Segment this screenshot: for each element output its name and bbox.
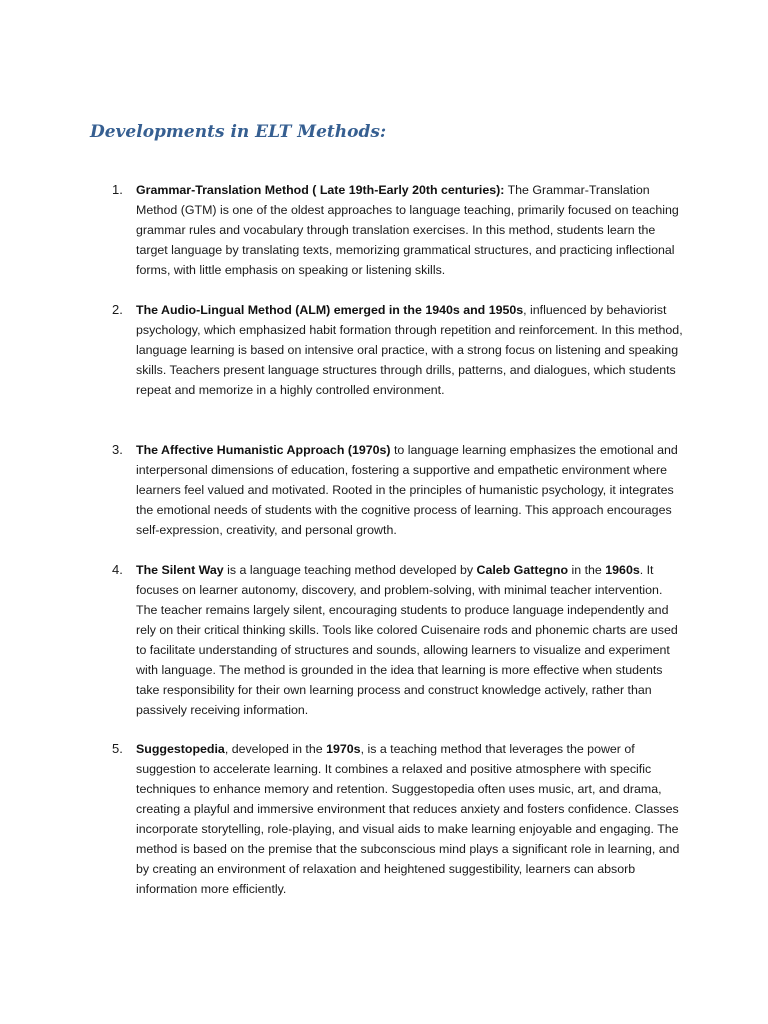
list-item-heading: Grammar-Translation Method ( Late 19th-Early 20th centuries): (136, 183, 505, 197)
list-item-heading: Suggestopedia (136, 742, 225, 756)
list-item-text: The Audio-Lingual Method (ALM) emerged in the 1940s and 1950s, influenced by behaviorist psychology, which emphasized habit formation through repetition and reinforcement. In this method, language learning is based on intensive oral practice, with a strong focus on listening and speaking skills. Teachers present language structures through drills, patterns, and dialogues, which students repeat and memorize in a highly controlled environment. (136, 303, 683, 397)
list-item-text: Suggestopedia, developed in the 1970s, is a teaching method that leverages the power of suggestion to accelerate learning. It combines a relaxed and positive atmosphere with specific techniques to enhance memory and retention. Suggestopedia often uses music, art, and drama, creating a playful and immersive environment that reduces anxiety and fosters confidence. Classes incorporate storytelling, role-playing, and visual aids to make learning enjoyable and engaging. The method is based on the premise that the subconscious mind plays a significant role in learning, and by creating an environment of relaxation and heightened suggestibility, learners can absorb information more efficiently. (136, 742, 680, 896)
list-item-heading: The Silent Way (136, 563, 224, 577)
list-item-number: 1. (112, 182, 123, 197)
list-item-number: 5. (112, 741, 123, 756)
list-item-text: The Silent Way is a language teaching method developed by Caleb Gattegno in the 1960s. It focuses on learner autonomy, discovery, and problem-solving, with minimal teacher intervention. The teacher remains largely silent, encouraging students to produce language independently and rely on their critical thinking skills. Tools like colored Cuisenaire rods and phonemic charts are used to facilitate understanding of structures and sounds, allowing learners to visualize and experiment with language. The method is grounded in the idea that learning is more effective when students take responsibility for their own learning process and construct knowledge actively, rather than passively receiving information. (136, 563, 678, 717)
list-item-emphasis: 1960s (605, 563, 640, 577)
list-item-emphasis: 1970s (326, 742, 361, 756)
list-item-text: The Affective Humanistic Approach (1970s) to language learning emphasizes the emotional and interpersonal dimensions of education, fostering a supportive and empathetic environment where learners feel valued and motivated. Rooted in the principles of humanistic psychology, it integrates the emotional needs of students with the cognitive process of learning. This approach encourages self-expression, creativity, and personal growth. (136, 443, 678, 537)
document-title: Developments in ELT Methods: (90, 122, 387, 142)
list-item-emphasis: Caleb Gattegno (476, 563, 569, 577)
list-item-heading: The Affective Humanistic Approach (1970s) (136, 443, 391, 457)
list-item-heading: The Audio-Lingual Method (ALM) emerged in the 1940s and 1950s (136, 303, 524, 317)
list-item-number: 2. (112, 302, 123, 317)
list-item-number: 4. (112, 562, 123, 577)
list-item-text: Grammar-Translation Method ( Late 19th-Early 20th centuries): The Grammar-Translation Method (GTM) is one of the oldest approaches to language teaching, primarily focused on teaching grammar rules and vocabulary through translation exercises. In this method, students learn the target language by translating texts, memorizing grammatical structures, and practicing inflectional forms, with little emphasis on speaking or listening skills. (136, 183, 679, 277)
list-item-number: 3. (112, 442, 123, 457)
